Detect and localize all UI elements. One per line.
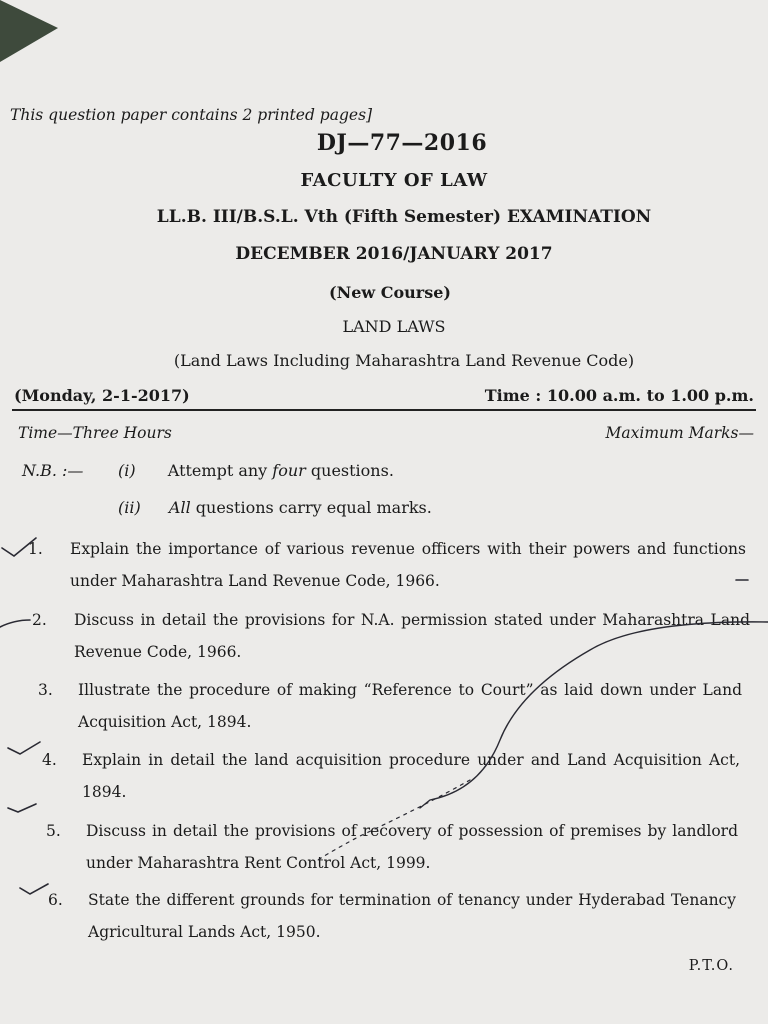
exam-session: DECEMBER 2016/JANUARY 2017 [235,244,553,264]
question-text: Illustrate the procedure of making “Reference to Court” as laid down under Land Acquisition Act, 1894. [78,681,742,731]
question-number: 3. [38,681,53,699]
tick-mark-q5 [8,804,36,812]
pen-stroke-faint [318,780,470,860]
instruction-text-post: questions. [305,461,394,480]
tick-mark-q4 [8,742,40,754]
dash-mark-q2 [0,620,30,627]
question-text: Explain the importance of various revenue officers with their powers and functions under Maharashtra Land Revenue Code, 1966. [70,540,746,590]
faculty-title: FACULTY OF LAW [300,170,488,191]
tick-mark-q6 [20,884,48,894]
instruction-number: (i) [118,461,136,480]
course-label: (New Course) [329,283,451,302]
please-turn-over: P.T.O. [688,958,734,974]
subject-title: LAND LAWS [342,317,446,336]
subject-detail: (Land Laws Including Maharashtra Land Revenue Code) [173,351,635,370]
question-text: State the different grounds for termination of tenancy under Hyderabad Tenancy Agricultural Lands Act, 1950. [88,891,736,941]
question-number: 5. [46,822,61,840]
instruction-emphasis: All [168,498,191,517]
question-number: 2. [32,611,47,629]
question-number: 1. [28,540,43,558]
exam-duration: Time—Three Hours [18,424,172,442]
instruction-text-post: questions carry equal marks. [190,498,432,517]
paper-code: DJ—77—2016 [316,130,488,156]
question-text: Explain in detail the land acquisition procedure under and Land Acquisition Act, 1894. [82,751,740,801]
maximum-marks: Maximum Marks— [605,424,754,442]
instruction-emphasis: four [272,461,306,480]
question-text: Discuss in detail the provisions for N.A. permission stated under Maharashtra Land Revenue Code, 1966. [74,611,750,661]
examination-title: LL.B. III/B.S.L. Vth (Fifth Semester) EXAMINATION [156,207,652,227]
instruction-number: (ii) [118,498,141,517]
tick-mark-q1 [2,538,36,556]
exam-date: (Monday, 2-1-2017) [14,386,190,405]
pen-stroke [420,622,768,808]
question-number: 4. [42,751,57,769]
printed-pages-note: This question paper contains 2 printed pages] [10,106,373,124]
nb-label: N.B. :— [22,461,84,480]
question-number: 6. [48,891,63,909]
instruction-text-pre: Attempt any [167,461,273,480]
question-text: Discuss in detail the provisions of recovery of possession of premises by landlord under Maharashtra Rent Control Act, 1999. [86,822,738,872]
exam-time-range: Time : 10.00 a.m. to 1.00 p.m. [484,386,754,405]
